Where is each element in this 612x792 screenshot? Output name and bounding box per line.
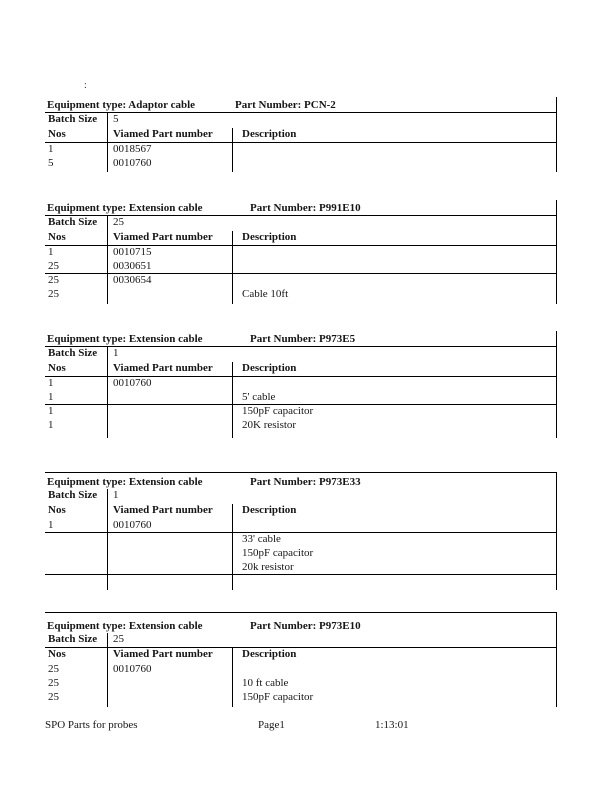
- part-number-label: Part Number: P973E10: [250, 620, 361, 632]
- column-divider-line: [232, 362, 233, 438]
- nos-cell: 1: [48, 519, 54, 531]
- description-cell: 5' cable: [242, 391, 276, 403]
- description-cell: 150pF capacitor: [242, 405, 314, 417]
- table-row: [45, 377, 557, 391]
- nos-cell: 1: [48, 419, 54, 431]
- column-header-part-number: Viamed Part number: [113, 128, 213, 140]
- equipment-type-label: Equipment type: Extension cable: [47, 620, 203, 632]
- table-row: [45, 519, 557, 533]
- equipment-table-extension-cable-p973e33: [45, 472, 557, 590]
- column-header-nos: Nos: [48, 231, 66, 243]
- batch-size-value: 1: [113, 489, 119, 501]
- equipment-type-label: Equipment type: Extension cable: [47, 333, 203, 345]
- batch-size-label: Batch Size: [48, 113, 98, 125]
- description-cell: 150pF capacitor: [242, 691, 314, 703]
- batch-size-value: 25: [113, 633, 124, 645]
- table-row: [45, 419, 557, 433]
- nos-cell: 1: [48, 405, 54, 417]
- nos-cell: 25: [48, 663, 59, 675]
- description-cell: 20K resistor: [242, 419, 297, 431]
- footer-time: 1:13:01: [375, 719, 409, 731]
- column-header-part-number: Viamed Part number: [113, 648, 213, 660]
- column-divider-line: [107, 633, 108, 707]
- part-number-cell: 0010760: [113, 157, 152, 169]
- column-header-nos: Nos: [48, 648, 66, 660]
- description-cell: Cable 10ft: [242, 288, 289, 300]
- table-row: [45, 533, 557, 547]
- footer-report-title: SPO Parts for probes: [45, 719, 138, 731]
- part-number-cell: 0010760: [113, 377, 152, 389]
- equipment-type-label: Equipment type: Extension cable: [47, 202, 203, 214]
- table-row: [45, 246, 557, 260]
- column-header-description: Description: [242, 362, 297, 374]
- column-header-description: Description: [242, 128, 297, 140]
- table-row: [45, 547, 557, 561]
- column-header-part-number: Viamed Part number: [113, 231, 213, 243]
- part-number-cell: 0010760: [113, 663, 152, 675]
- equipment-type-label: Equipment type: Adaptor cable: [47, 99, 196, 111]
- nos-cell: 5: [48, 157, 54, 169]
- nos-cell: 25: [48, 677, 59, 689]
- batch-size-value: 25: [113, 216, 124, 228]
- column-header-description: Description: [242, 648, 297, 660]
- equipment-table-extension-cable-p973e10: [45, 612, 557, 707]
- part-number-cell: 0030654: [113, 274, 152, 286]
- description-cell: 150pF capacitor: [242, 547, 314, 559]
- column-header-row: [45, 231, 557, 246]
- batch-size-label: Batch Size: [48, 489, 98, 501]
- column-divider-line: [232, 231, 233, 304]
- table-right-border-line: [556, 613, 557, 707]
- batch-size-row: [45, 347, 557, 362]
- table-right-border-line: [556, 97, 557, 172]
- table-title-row: [45, 200, 557, 216]
- table-row: [45, 143, 557, 157]
- part-number-label: Part Number: P991E10: [250, 202, 361, 214]
- column-divider-line: [107, 347, 108, 438]
- table-row: [45, 288, 557, 302]
- nos-cell: 1: [48, 377, 54, 389]
- footer-page-number: Page1: [258, 719, 285, 731]
- column-header-row: [45, 648, 557, 663]
- column-header-row: [45, 128, 557, 143]
- table-row: [45, 405, 557, 419]
- column-divider-line: [107, 489, 108, 590]
- column-divider-line: [232, 648, 233, 707]
- equipment-table-adaptor-cable-pcn2: [45, 97, 557, 172]
- table-title-row: [45, 331, 557, 347]
- column-header-part-number: Viamed Part number: [113, 504, 213, 516]
- column-header-row: [45, 362, 557, 377]
- table-row: [45, 274, 557, 288]
- table-row: [45, 561, 557, 575]
- description-cell: 33' cable: [242, 533, 281, 545]
- column-header-part-number: Viamed Part number: [113, 362, 213, 374]
- batch-size-label: Batch Size: [48, 633, 98, 645]
- nos-cell: 1: [48, 143, 54, 155]
- part-number-label: Part Number: P973E33: [250, 476, 361, 488]
- batch-size-row: [45, 489, 557, 504]
- table-row: [45, 157, 557, 171]
- column-header-nos: Nos: [48, 128, 66, 140]
- nos-cell: 1: [48, 246, 54, 258]
- description-cell: 20k resistor: [242, 561, 294, 573]
- equipment-type-label: Equipment type: Extension cable: [47, 476, 203, 488]
- table-row: [45, 391, 557, 405]
- equipment-table-extension-cable-p973e5: [45, 331, 557, 438]
- nos-cell: 25: [48, 274, 59, 286]
- batch-size-label: Batch Size: [48, 347, 98, 359]
- part-number-cell: 0018567: [113, 143, 152, 155]
- nos-cell: 25: [48, 691, 59, 703]
- column-divider-line: [232, 128, 233, 172]
- column-divider-line: [107, 113, 108, 172]
- table-row: [45, 663, 557, 677]
- nos-cell: 1: [48, 391, 54, 403]
- table-title-row: [45, 613, 557, 633]
- column-header-nos: Nos: [48, 362, 66, 374]
- part-number-cell: 0010715: [113, 246, 152, 258]
- batch-size-row: [45, 216, 557, 231]
- table-right-border-line: [556, 200, 557, 304]
- nos-cell: 25: [48, 288, 59, 300]
- table-title-row: [45, 473, 557, 489]
- table-right-border-line: [556, 331, 557, 438]
- table-row: [45, 677, 557, 691]
- description-cell: 10 ft cable: [242, 677, 289, 689]
- column-divider-line: [232, 504, 233, 590]
- batch-size-value: 1: [113, 347, 119, 359]
- column-header-nos: Nos: [48, 504, 66, 516]
- table-row: [45, 691, 557, 705]
- batch-size-label: Batch Size: [48, 216, 98, 228]
- column-header-description: Description: [242, 504, 297, 516]
- nos-cell: 25: [48, 260, 59, 272]
- part-number-cell: 0010760: [113, 519, 152, 531]
- batch-size-row: [45, 633, 557, 648]
- batch-size-value: 5: [113, 113, 119, 125]
- part-number-label: Part Number: P973E5: [250, 333, 356, 345]
- stray-colon-mark: :: [84, 80, 87, 91]
- column-header-row: [45, 504, 557, 519]
- part-number-label: Part Number: PCN-2: [235, 99, 336, 111]
- equipment-table-extension-cable-p991e10: [45, 200, 557, 304]
- column-header-description: Description: [242, 231, 297, 243]
- batch-size-row: [45, 113, 557, 128]
- table-row: [45, 260, 557, 274]
- table-title-row: [45, 97, 557, 113]
- column-divider-line: [107, 216, 108, 304]
- part-number-cell: 0030651: [113, 260, 152, 272]
- table-right-border-line: [556, 473, 557, 590]
